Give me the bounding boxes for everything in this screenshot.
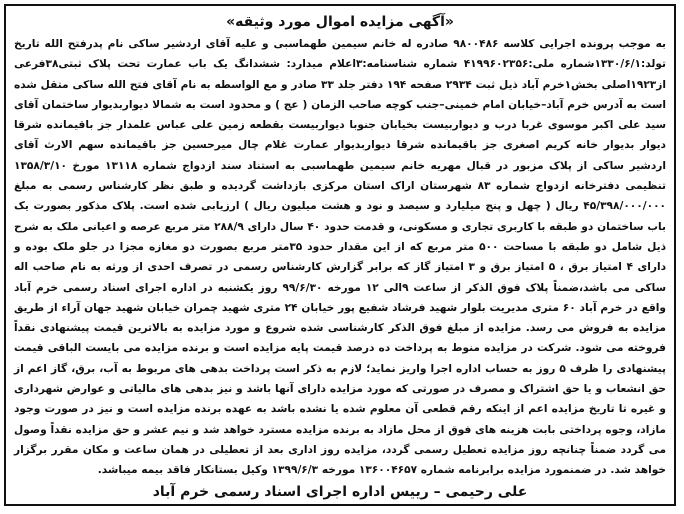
auction-notice	[4, 4, 676, 506]
notice-body: به موجب پرونده اجرایی کلاسه ۹۸۰۰۴۸۶ صادره له خانم سیمین طهماسبی و علیه آقای اردشیر ساکی نام پدرفتح الله تاریخ تولد:۱۳۳۰/۶/۱شماره ملی:۴۱۹۹۶۰۲۳۵۶ شماره شناسنامه:۳اعلام میدارد: ششدانگ یک باب عمارت تحت پلاک ثبتی۳۸فرعی از۱۹۲۳اصلی بخش۱خرم آباد ذیل ثبت ۲۹۳۴ صفحه ۱۹۴ دفتر جلد ۳۳ صادر و مع الواسطه به نام آقای فتح الله ساکی متقل شده است به آدرس خرم آباد–خیابان امام خمینی–جنب کوچه صاحب الزمان ( عج ) و محدود است به شمالا دیواربدیوار ساختمان آقای سید علی اکبر موسوی غربا درب و دیواربیست بخیابان جنوبا دیواربیست بقطعه زمین علی عباس علمدار جز باقیمانده شرقا دیوار بدیوار خانه کریم اصغری جز باقیمانده شرقا دیواربدیوار عمارت غلام چال میرحسین جز باقیمانده سهم الارث آقای اردشیر ساکی از پلاک مزبور در قبال مهریه خانم سیمین طهماسبی به استناد سند ازدواج شماره ۱۳۱۱۸ مورخ ۱۳۵۸/۳/۱۰ تنظیمی دفترخانه ازدواج شماره ۸۳ شهرستان اراک استان مرکزی بازداشت گردیده و طبق نظر کارشناس رسمی به مبلغ ۴۵/۳۹۸/۰۰۰/۰۰۰ ریال ( چهل و پنج میلیارد و سیصد و نود و هشت میلیون ریال ) ارزیابی شده است. پلاک مذکور بصورت یک باب ساختمان دو طبقه با کاربری تجاری و مسکونی، و قدمت حدود ۴۰ سال دارای ۲۸۸/۹ متر مربع عرصه و اعیانی ملک به شرح ذیل شامل دو طبقه با مساحت ۵۰۰ متر مربع که از این مقدار حدود ۳۵متر مربع بصورت دو مغازه مجزا در جلو ملک بوده و دارای ۴ امتیاز برق ، ۵ امتیاز برق و ۳ امتیاز گاز که برابر گزارش کارشناس رسمی در تصرف احدی از ورثه به نام صاحب اله ساکی می باشد،ضمناً پلاک فوق الذکر از ساعت ۹الی ۱۲ مورخه ۹۹/۶/۳۰ روز یکشنبه در اداره اجرای اسناد رسمی خرم آباد واقع در خرم آباد ۶۰ متری مدیریت بلوار شهید فرشاد شفیع پور خیابان ۲۴ متری شهید چمران خیابان شهید جهان آراء از طریق مزایده به فروش می رسد. مزایده از مبلغ فوق الذکر کارشناسی شده شروع و مورد مزایده به بالاترین قیمت پیشنهادی نقداً فروخته می شود. شرکت در مزایده منوط به پرداخت ده درصد قیمت پایه مزایده است و برنده مزایده می بایست الباقی قیمت پیشنهادی را ظرف ۵ روز به حساب اداره اجرا واریز نماید؛ لازم به ذکر است پرداخت بدهی های مربوط به آب، برق، گاز اعم از حق انشعاب و یا حق اشتراک و مصرف در صورتی که مورد مزایده دارای آنها باشد و نیز بدهی های مالیاتی و عوارض شهرداری و غیره تا تاریخ مزایده اعم از اینکه رقم قطعی آن معلوم شده یا نشده باشد به عهده برنده مزایده است و نیز در صورت وجود مازاد، وجوه پرداختی بابت هزینه های فوق از محل مازاد به برنده مزایده مسترد خواهد شد و نیم عشر و حق مزایده نقداً وصول می گردد ضمناً چنانچه روز مزایده تعطیل رسمی گردد، مزایده روز اداری بعد از تعطیلی در همان ساعت و مکان مقرر برگزار خواهد شد. در ضمنمورد مزایده برابرنامه شماره ۱۳۶۰۰۴۶۵۷ مورخه ۱۳۹۹/۶/۳ وکیل بستانکار فاقد بیمه میباشد.	[14, 38, 667, 477]
notice-signature: علی رحیمی – رییس اداره اجرای اسناد رسمی خرم آباد	[152, 483, 528, 500]
notice-title: «آگهی مزایده اموال مورد وثیقه»	[226, 14, 454, 30]
